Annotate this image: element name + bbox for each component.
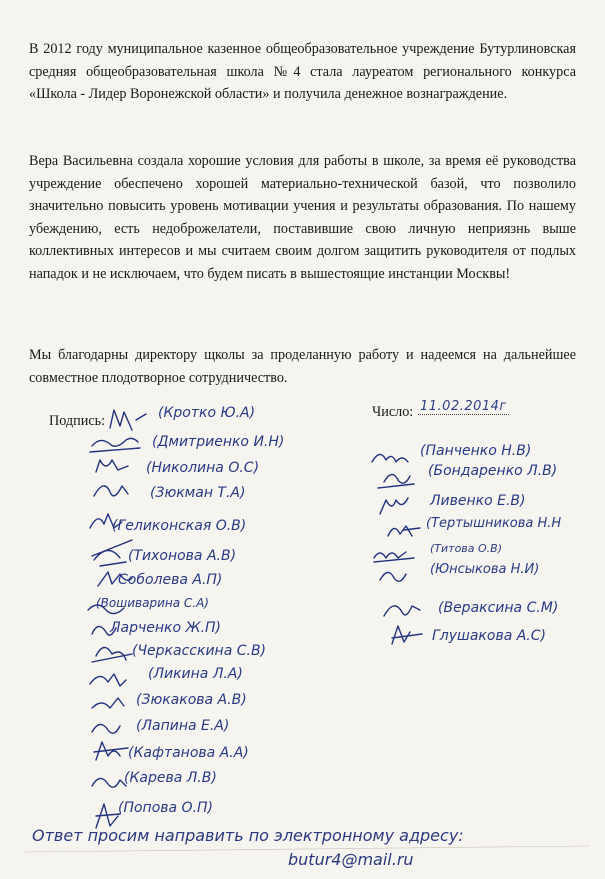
paragraph-support: Вера Васильевна создала хорошие условия для работы в школе, за время её руководства учреждение обеспечено хорошей материально-технической базой, что позволило значительно повысить уровень мотивации учения и результаты образования. По нашему убеждению, есть недоброжелатели, поставившие свою личную неприязнь выше коллективных интересов и мы считаем своим долгом защитить руководителя от подлых нападок и не исключаем, что будем писать в вышестоящие инстанции Москвы! xyxy=(29,153,576,282)
signature-name-left: (Попова О.П) xyxy=(118,800,214,816)
signature-name-left: (Карева Л.В) xyxy=(124,770,217,786)
signature-name-left: (Тихонова А.В) xyxy=(128,548,237,564)
signature-name-left: Соболева А.П) xyxy=(118,572,223,588)
signature-name-left: (Зюкакова А.В) xyxy=(136,692,247,708)
signature-name-left: (Геликонская О.В) xyxy=(112,518,247,534)
signature-name-left: (Черкасскина С.В) xyxy=(132,643,267,659)
signature-name-left: (Лапина Е.А) xyxy=(136,718,230,734)
paragraph-award: В 2012 году муниципальное казенное общеобразовательное учреждение Бутурлиновская средняя общеобразовательная школа №4 стала лауреатом регионального конкурса «Школа - Лидер Воронежской области» и получила денежное вознаграждение. xyxy=(29,41,576,103)
signature-name-left: Ларченко Ж.П) xyxy=(110,620,222,636)
signature-name-left: (Зюкман Т.А) xyxy=(150,485,246,501)
signature-name-right: (Тертышникова Н.Н xyxy=(426,516,562,531)
signature-name-left: (Дмитриенко И.Н) xyxy=(152,434,285,450)
date-label: Число: xyxy=(372,404,414,420)
signature-name-right: (Титова О.В) xyxy=(430,542,503,555)
signature-name-right: (Юнсыкова Н.И) xyxy=(430,562,540,577)
signature-name-left: (Вошиварина С.А) xyxy=(96,596,209,610)
signature-name-left: (Ликина Л.А) xyxy=(148,666,243,682)
signature-name-right: (Панченко Н.В) xyxy=(420,443,532,459)
paragraph-gratitude: Мы благодарны директору щколы за проделанную работу и надеемся на дальнейшее совместное плодотворное сотрудничество. xyxy=(29,347,576,386)
signature-name-right: (Вераксина С.М) xyxy=(438,600,559,616)
signature-name-right: Ливенко Е.В) xyxy=(430,493,526,509)
signature-name-left: (Кафтанова А.А) xyxy=(128,745,249,761)
footer-reply-request: Ответ просим направить по электронному адресу: xyxy=(32,826,464,845)
signature-name-left: (Кротко Ю.А) xyxy=(158,405,256,421)
date-value: 11.02.2014г xyxy=(420,399,507,414)
signature-name-right: Глушакова А.С) xyxy=(432,628,546,644)
signature-name-right: (Бондаренко Л.В) xyxy=(428,463,558,479)
signature-name-left: (Николина О.С) xyxy=(146,460,260,476)
signature-label: Подпись: xyxy=(49,413,106,429)
footer-email: butur4@mail.ru xyxy=(288,850,414,869)
